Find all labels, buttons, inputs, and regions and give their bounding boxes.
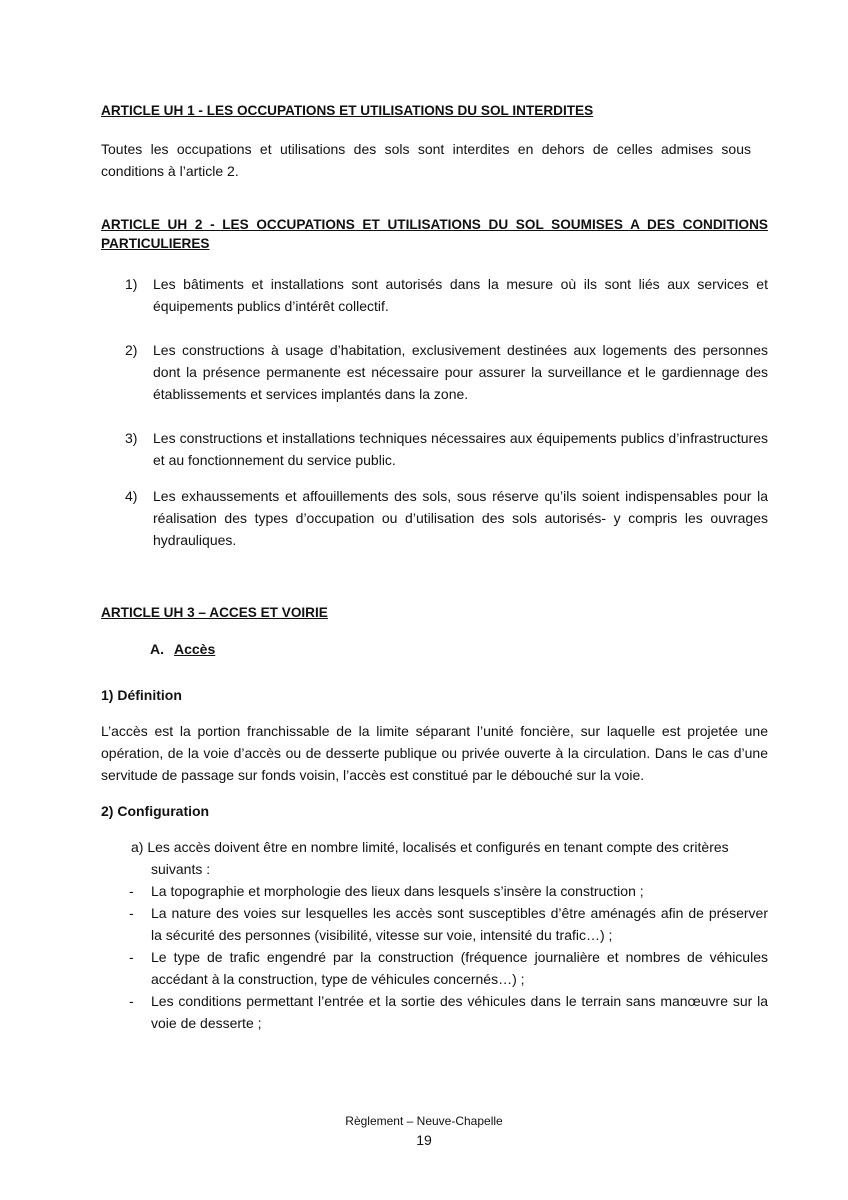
list-item	[101, 946, 768, 990]
page-number: 19	[416, 1132, 432, 1148]
item-text: Les conditions permettant l’entrée et la sortie des véhicules dans le terrain sans manœuvre sur la voie de desserte ;	[151, 993, 768, 1031]
list-item	[101, 339, 768, 405]
item-number: 3)	[125, 430, 138, 446]
article-uh3-heading: ARTICLE UH 3 – ACCES ET VOIRIE	[101, 605, 328, 620]
list-item	[101, 880, 768, 902]
item-number: 2)	[125, 342, 138, 358]
item-text: La topographie et morphologie des lieux dans lesquels s’insère la construction ;	[151, 883, 644, 899]
section-label: Accès	[174, 641, 216, 657]
item-text: La nature des voies sur lesquelles les accès sont susceptibles d’être aménagés afin de préserver la sécurité des personnes (visibilité, vitesse sur voie, intensité du trafic…) ;	[151, 905, 768, 943]
list-item	[101, 990, 768, 1034]
item-text: Les constructions à usage d’habitation, exclusivement destinées aux logements des personnes dont la présence permanente est nécessaire pour assurer la surveillance et le gardiennage des établissements et services implantés dans la zone.	[153, 342, 768, 402]
list-item	[101, 485, 768, 551]
item-text: Les constructions et installations techniques nécessaires aux équipements publics d’infrastructures et au fonctionnement du service public.	[153, 430, 768, 468]
dash-bullet: -	[129, 949, 134, 965]
footer-title: Règlement – Neuve-Chapelle	[345, 1114, 503, 1128]
list-item	[101, 427, 768, 471]
configuration-criteria-list	[101, 880, 768, 1034]
definition-heading: 1) Définition	[101, 687, 182, 703]
dash-bullet: -	[129, 883, 134, 899]
list-item	[101, 273, 768, 317]
article-uh2-list	[101, 427, 768, 471]
section-letter: A.	[150, 641, 164, 657]
dash-bullet: -	[129, 993, 134, 1009]
configuration-heading: 2) Configuration	[101, 803, 210, 819]
article-uh2-list	[101, 485, 768, 551]
article-uh2-list	[101, 273, 768, 317]
article-uh2-list	[101, 339, 768, 405]
article-uh1-heading: ARTICLE UH 1 - LES OCCUPATIONS ET UTILISATIONS DU SOL INTERDITES	[101, 103, 594, 118]
item-number: 1)	[125, 276, 138, 292]
item-text: Les bâtiments et installations sont autorisés dans la mesure où ils sont liés aux services et équipements publics d’intérêt collectif.	[153, 276, 768, 314]
article-uh1-body: Toutes les occupations et utilisations des sols sont interdites en dehors de celles admises sous conditions à l’article 2.	[101, 141, 751, 179]
configuration-intro: a) Les accès doivent être en nombre limité, localisés et configurés en tenant compte des critères suivants :	[131, 839, 729, 877]
item-text: Les exhaussements et affouillements des sols, sous réserve qu’ils soient indispensables pour la réalisation des types d’occupation ou d’utilisation des sols autorisés- y compris les ouvrages hydrauliques.	[153, 488, 768, 548]
section-a-heading	[150, 641, 215, 657]
article-uh2-heading: ARTICLE UH 2 - LES OCCUPATIONS ET UTILISATIONS DU SOL SOUMISES A DES CONDITIONS PARTICULIERES	[101, 217, 768, 251]
definition-body: L’accès est la portion franchissable de la limite séparant l’unité foncière, sur laquelle est projetée une opération, de la voie d’accès ou de desserte publique ou privée ouverte à la circulation. Dans le cas d’une servitude de passage sur fonds voisin, l’accès est constitué par le débouché sur la voie.	[101, 723, 768, 783]
dash-bullet: -	[129, 905, 134, 921]
item-text: Le type de trafic engendré par la construction (fréquence journalière et nombres de véhicules accédant à la construction, type de véhicules concernés…) ;	[151, 949, 768, 987]
list-item	[101, 902, 768, 946]
item-number: 4)	[125, 488, 138, 504]
